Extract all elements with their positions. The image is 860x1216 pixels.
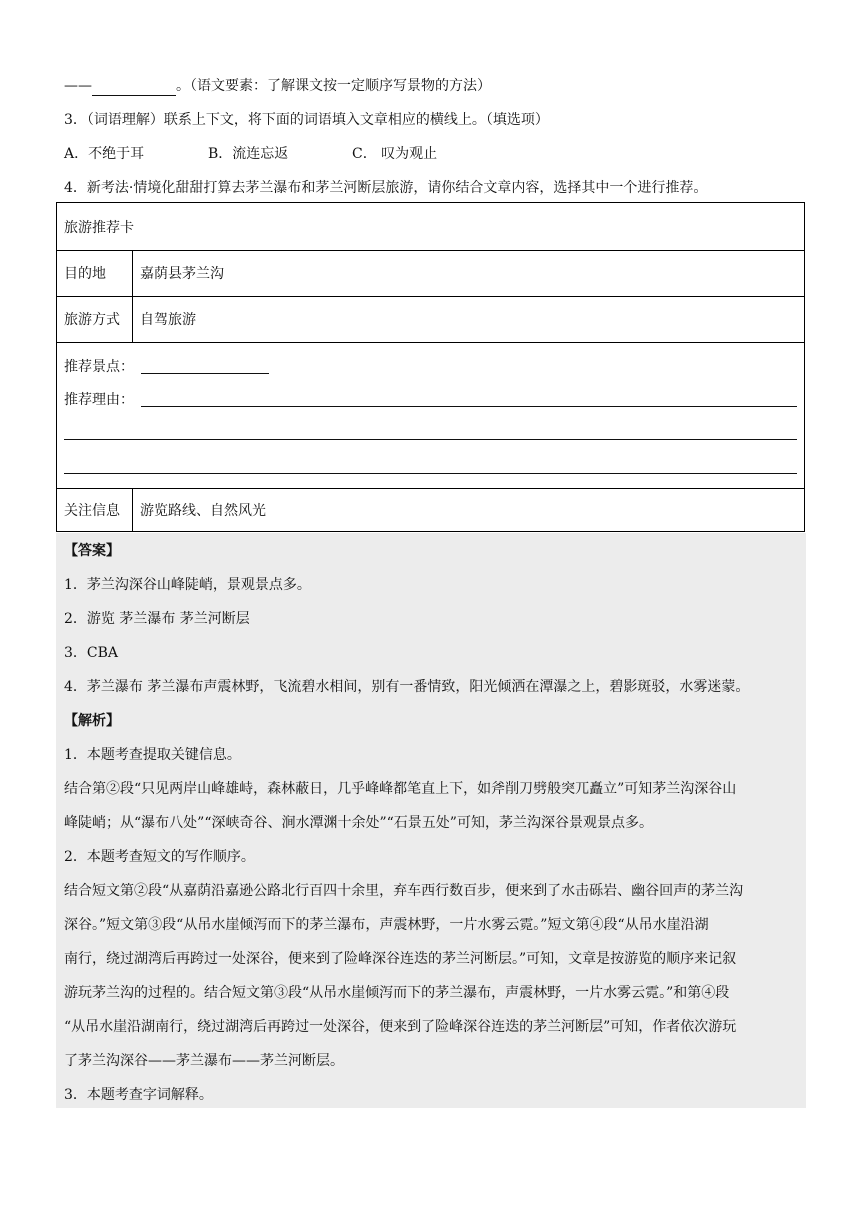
- destination-row: [57, 250, 804, 297]
- answer-heading: 【答案】: [64, 543, 120, 559]
- option-b: B．流连忘返: [208, 146, 289, 162]
- destination-value: 嘉荫县茅兰沟: [140, 266, 224, 282]
- spot-label: 推荐景点：: [64, 359, 134, 375]
- travel-recommendation-card: [56, 202, 805, 532]
- analysis-line: 结合第②段“只见两岸山峰雄峙，森林蔽日，几乎峰峰都笔直上下，如斧削刀劈般突兀矗立”可知茅兰沟深谷山: [64, 781, 737, 797]
- analysis-line: 1．本题考查提取关键信息。: [64, 747, 241, 763]
- reason-label: 推荐理由：: [64, 392, 134, 408]
- analysis-line: 南行，绕过湖湾后再跨过一处深谷，便来到了险峰深谷连迭的茅兰河断层。”可知，文章是按游览的顺序来记叙: [64, 951, 737, 967]
- option-c: C． 叹为观止: [352, 146, 438, 162]
- option-a: A．不绝于耳: [64, 146, 145, 162]
- analysis-line: 峰陡峭；从“瀑布八处”“深峡奇谷、涧水潭渊十余处”“石景五处”可知，茅兰沟深谷景观景点多。: [64, 815, 653, 831]
- fill-blank: [92, 81, 176, 96]
- intro-dash: ——: [64, 78, 92, 94]
- destination-label: 目的地: [57, 250, 133, 296]
- analysis-line: 深谷。”短文第③段“从吊水崖倾泻而下的茅兰瀑布，声震林野，一片水雾云霓。”短文第④段“从吊水崖沿湖: [64, 917, 709, 933]
- answer-item-3: 3．CBA: [64, 645, 119, 661]
- focus-value: 游览路线、自然风光: [140, 503, 266, 519]
- travel-mode-row: [57, 296, 804, 343]
- answer-item-2: 2．游览 茅兰瀑布 茅兰河断层: [64, 611, 250, 627]
- card-title-row: [57, 203, 804, 251]
- reason-blank-2: [64, 439, 797, 440]
- analysis-line: 结合短文第②段“从嘉荫沿嘉逊公路北行百四十余里，弃车西行数百步，便来到了水击砾岩、幽谷回声的茅兰沟: [64, 883, 744, 899]
- analysis-line: 2．本题考查短文的写作顺序。: [64, 849, 255, 865]
- recommend-row: [57, 342, 804, 489]
- answer-item-4: 4．茅兰瀑布 茅兰瀑布声震林野，飞流碧水相间，别有一番情致，阳光倾洒在潭瀑之上，碧影斑驳，水雾迷蒙。: [64, 679, 750, 695]
- focus-row: [57, 488, 804, 532]
- question-4: 4．新考法·情境化甜甜打算去茅兰瀑布和茅兰河断层旅游，请你结合文章内容，选择其中一个进行推荐。: [64, 180, 708, 196]
- q3-options: [64, 144, 437, 164]
- travel-mode-value: 自驾旅游: [140, 312, 196, 328]
- analysis-line: 游玩茅兰沟的过程的。结合短文第③段“从吊水崖倾泻而下的茅兰瀑布，声震林野，一片水雾云霓。”和第④段: [64, 985, 730, 1001]
- intro-hint: 。（语文要素：了解课文按一定顺序写景物的方法）: [176, 78, 491, 94]
- reason-blank-1: [141, 406, 797, 407]
- question-3: 3．（词语理解）联系上下文，将下面的词语填入文章相应的横线上。（填选项）: [64, 112, 549, 128]
- analysis-line: 3．本题考查字词解释。: [64, 1087, 213, 1103]
- analysis-heading: 【解析】: [64, 713, 120, 729]
- analysis-line: “从吊水崖沿湖南行，绕过湖湾后再跨过一处深谷，便来到了险峰深谷连迭的茅兰河断层”可知，作者依次游玩: [64, 1019, 737, 1035]
- reason-blank-3: [64, 473, 797, 474]
- spot-blank: [141, 373, 269, 374]
- card-title: 旅游推荐卡: [64, 219, 134, 236]
- answer-item-1: 1．茅兰沟深谷山峰陡峭，景观景点多。: [64, 577, 311, 593]
- focus-label: 关注信息: [57, 488, 133, 532]
- travel-mode-label: 旅游方式: [57, 296, 133, 342]
- analysis-line: 了茅兰沟深谷——茅兰瀑布——茅兰河断层。: [64, 1053, 344, 1069]
- intro-line: [64, 76, 491, 96]
